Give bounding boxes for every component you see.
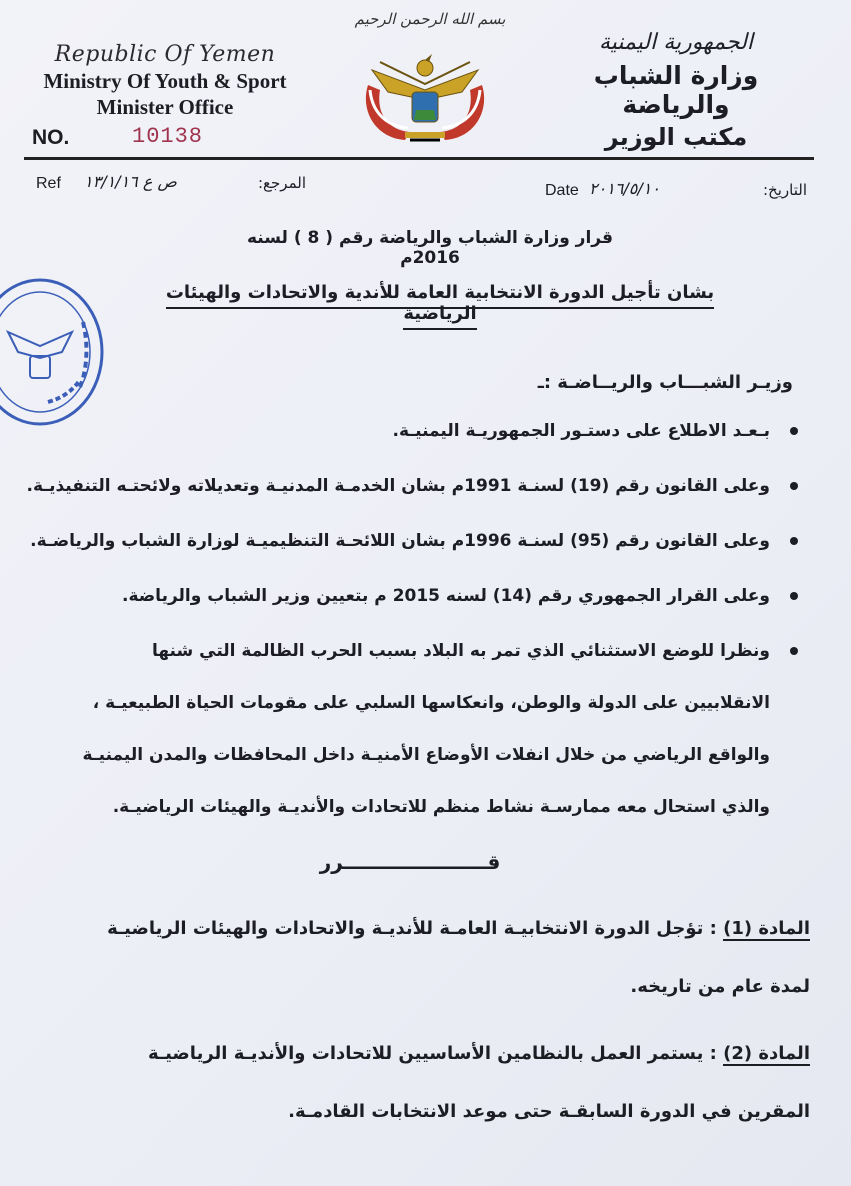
- recital-item: [30, 528, 800, 554]
- decision-heading: قـــــــــــــــــــــرر: [319, 850, 501, 874]
- recitals-list: [26, 418, 800, 862]
- recital-text: وعلى القانون رقم (19) لسنـة 1991م بشان الخدمـة المدنيـة وتعديلاته ولائحتـه التنفيذيـة.: [26, 476, 770, 496]
- reference-field: [36, 172, 306, 198]
- yemen-eagle-emblem-icon: [350, 40, 500, 150]
- en-republic-name: Republic Of Yemen: [54, 42, 276, 67]
- bullet-icon: [790, 482, 798, 490]
- article-1-label: المادة (1): [723, 918, 810, 939]
- official-seal-stamp-icon: [0, 272, 112, 432]
- article-1-text: : تؤجل الدورة الانتخابيـة العامـة للأنديـة والاتحادات والهيئات الرياضيـة لمدة عام من تاريخه.: [107, 918, 810, 997]
- decree-subject-text: بشان تأجيل الدورة الانتخابية العامة للأندية والاتحادات والهيئات الرياضية: [166, 282, 714, 330]
- minister-salutation: وزيـر الشبـــاب والريــاضـة :ـ: [537, 372, 793, 393]
- date-label-en: Date: [545, 182, 579, 199]
- article-2-text: : يستمر العمل بالنظامين الأساسيين للاتحادات والأنديـة الرياضيـة المقرين في الدورة السابقـة حتى موعد الانتخابات القادمـة.: [148, 1043, 810, 1122]
- en-office-name: Minister Office: [96, 95, 234, 119]
- date-field: [545, 178, 807, 204]
- basmala: بسم الله الرحمن الرحيم: [354, 10, 506, 28]
- arabic-letterhead: [556, 30, 796, 151]
- ar-republic-name: الجمهورية اليمنية: [598, 30, 754, 55]
- bullet-icon: [790, 427, 798, 435]
- recital-item: [80, 583, 800, 609]
- date-value: ٢٠١٦/٥/١٠: [589, 179, 660, 198]
- recital-text: وعلى القانون رقم (95) لسنـة 1996م بشان اللائحـة التنظيميـة لوزارة الشباب والرياضـة.: [30, 531, 770, 551]
- bullet-icon: [790, 537, 798, 545]
- date-label-ar: التاريخ:: [763, 181, 807, 199]
- ref-label-ar: المرجع:: [258, 174, 306, 192]
- bullet-icon: [790, 592, 798, 600]
- number-value: 10138: [132, 124, 204, 149]
- ref-value: ص ع ١٣/١/١٦: [84, 172, 177, 191]
- recital-text: وعلى القرار الجمهوري رقم (14) لسنه 2015 م بتعيين وزير الشباب والرياضة.: [121, 586, 770, 606]
- en-ministry-name: Ministry Of Youth & Sport: [43, 69, 287, 93]
- recital-text: بـعـد الاطلاع على دستـور الجمهوريـة اليمنيـة.: [392, 421, 770, 441]
- recital-item: [80, 625, 800, 833]
- ar-office-name: مكتب الوزير: [604, 123, 748, 151]
- ref-label-en: Ref: [36, 175, 61, 192]
- recital-text: ونظرا للوضع الاستثنائي الذي تمر به البلاد بسبب الحرب الظالمة التي شنها الانقلابيين على الدولة والوطن، وانعكاسها السلبي على مقومات الحياة الطبيعيـة ، والواقع الرياضي من خلال انفلات الأوضاع الأمنيـة داخل المحافظات والمدن اليمنيـة والذي استحال معه ممارسـة نشاط منظم للاتحادات والأنديـة والهيئات الرياضيـة.: [82, 641, 770, 817]
- english-letterhead: [30, 42, 300, 120]
- recital-item: [80, 418, 800, 444]
- decree-title: قرار وزارة الشباب والرياضة رقم ( 8 ) لسنه 2016م: [246, 228, 613, 268]
- decree-subject: [165, 282, 715, 324]
- header-divider: [24, 157, 814, 160]
- article-1: [95, 900, 810, 1016]
- number-label: NO.: [32, 126, 70, 149]
- document-number: [32, 124, 292, 154]
- bullet-icon: [790, 647, 798, 655]
- ar-ministry-name: وزارة الشباب والرياضة: [593, 61, 759, 119]
- recital-item: [26, 473, 800, 499]
- article-2: [95, 1025, 810, 1141]
- article-2-label: المادة (2): [723, 1043, 810, 1064]
